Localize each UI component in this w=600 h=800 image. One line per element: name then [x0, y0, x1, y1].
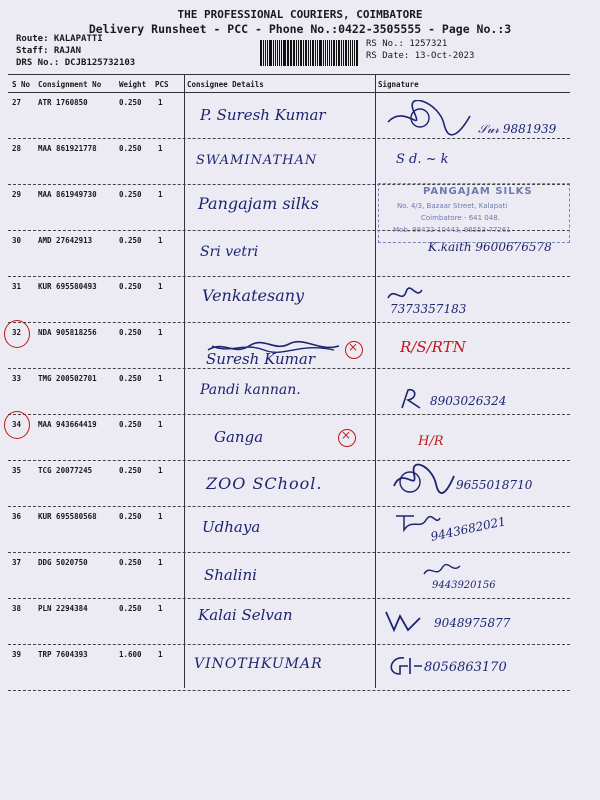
row-consignment: DDG 5020750 — [38, 558, 88, 567]
signature: S d. ~ k — [396, 152, 449, 167]
row-pcs: 1 — [158, 466, 163, 475]
col-weight: Weight — [119, 80, 147, 89]
signature-scribble — [384, 100, 474, 140]
row-sno: 37 — [12, 558, 22, 567]
row-weight: 0.250 — [119, 466, 142, 475]
consignee-handwriting: Sri vetri — [200, 244, 259, 260]
company-title: THE PROFESSIONAL COURIERS, COIMBATORE — [177, 8, 423, 21]
row-consignment: NDA 905818256 — [38, 328, 97, 337]
row-sno: 39 — [12, 650, 22, 659]
row-consignment: MAA 861921778 — [38, 144, 97, 153]
consignee-handwriting: Venkatesany — [202, 286, 305, 305]
stamp-phone: Mob. 98422-10443, 98553-77261 — [393, 226, 511, 234]
row-sno: 35 — [12, 466, 22, 475]
barcode — [260, 40, 358, 66]
row-divider — [8, 368, 570, 369]
row-sno: 36 — [12, 512, 22, 521]
row-divider — [8, 552, 570, 553]
row-divider — [8, 598, 570, 599]
stamp-address: No. 4/3, Bazaar Street, Kalapati — [397, 202, 508, 210]
table-top-border — [8, 74, 570, 75]
rs-number: RS No.: 1257321 — [366, 39, 448, 49]
row-pcs: 1 — [158, 604, 163, 613]
consignee-handwriting: Pangajam silks — [198, 194, 319, 213]
signature: 𝒮𝓊𝓇 9881939 — [478, 122, 557, 136]
col-consignee: Consignee Details — [187, 80, 264, 89]
row-consignment: ATR 1760850 — [38, 98, 88, 107]
row-consignment: MAA 861949730 — [38, 190, 97, 199]
col-consignment: Consignment No — [38, 80, 102, 89]
row-pcs: 1 — [158, 512, 163, 521]
row-consignment: TCG 20077245 — [38, 466, 93, 475]
stamp-name: PANGAJAM SILKS — [423, 186, 533, 197]
col-signature: Signature — [378, 80, 419, 89]
consignee-handwriting: SWAMINATHAN — [196, 153, 318, 168]
rs-date: RS Date: 13-Oct-2023 — [366, 51, 475, 61]
red-x-icon: × — [348, 340, 359, 354]
consignee-handwriting: ZOO SChool. — [206, 474, 323, 493]
row-sno: 27 — [12, 98, 22, 107]
return-remark: R/S/RTN — [400, 338, 466, 356]
row-consignment: PLN 2294384 — [38, 604, 88, 613]
signature-scribble — [396, 386, 426, 412]
row-weight: 0.250 — [119, 328, 142, 337]
row-divider — [8, 322, 570, 323]
row-pcs: 1 — [158, 374, 163, 383]
row-consignment: AMD 27642913 — [38, 236, 93, 245]
signature-scribble — [388, 462, 458, 496]
row-weight: 0.250 — [119, 236, 142, 245]
runsheet-subtitle: Delivery Runsheet - PCC - Phone No.:0422-3505555 - Page No.:3 — [88, 22, 512, 36]
column-divider — [184, 74, 185, 688]
row-pcs: 1 — [158, 236, 163, 245]
row-divider — [8, 690, 570, 691]
row-pcs: 1 — [158, 558, 163, 567]
strike-scribble — [204, 338, 344, 358]
signature: 7373357183 — [390, 302, 467, 316]
staff-label: Staff: RAJAN — [16, 46, 82, 56]
col-pcs: PCS — [155, 80, 169, 89]
row-weight: 0.250 — [119, 190, 142, 199]
row-consignment: MAA 943664419 — [38, 420, 97, 429]
sno-circle-mark — [4, 411, 30, 439]
drs-label: DRS No.: DCJB125732103 — [16, 58, 136, 68]
row-pcs: 1 — [158, 190, 163, 199]
row-divider — [8, 460, 570, 461]
signature: 9048975877 — [434, 616, 511, 630]
row-sno: 28 — [12, 144, 22, 153]
row-sno: 29 — [12, 190, 22, 199]
company-stamp — [378, 183, 570, 243]
consignee-handwriting: VINOTHKUMAR — [194, 656, 323, 672]
sno-circle-mark — [4, 320, 30, 348]
column-divider — [375, 74, 376, 688]
stamp-city: Coimbatore - 641 048. — [421, 214, 500, 222]
red-x-icon: × — [341, 428, 352, 442]
signature: 9655018710 — [456, 478, 533, 492]
row-pcs: 1 — [158, 328, 163, 337]
consignee-handwriting: Suresh Kumar — [206, 350, 315, 368]
row-divider — [8, 644, 570, 645]
signature-scribble — [384, 654, 424, 678]
signature-scribble — [382, 608, 424, 634]
header-bottom-border — [8, 92, 570, 93]
row-sno: 38 — [12, 604, 22, 613]
row-consignment: TRP 7604393 — [38, 650, 88, 659]
row-weight: 0.250 — [119, 374, 142, 383]
signature: 9443682021 — [429, 514, 507, 544]
row-sno: 32 — [12, 328, 22, 337]
consignee-handwriting: Shalini — [204, 566, 257, 584]
row-pcs: 1 — [158, 650, 163, 659]
row-sno: 33 — [12, 374, 22, 383]
row-consignment: KUR 695580493 — [38, 282, 97, 291]
row-weight: 1.600 — [119, 650, 142, 659]
consignee-handwriting: Kalai Selvan — [198, 606, 293, 624]
col-sno: S No — [12, 80, 31, 89]
row-divider — [8, 276, 570, 277]
signature: 8903026324 — [430, 394, 507, 408]
row-pcs: 1 — [158, 98, 163, 107]
row-divider — [8, 414, 570, 415]
signature-scribble — [420, 560, 464, 580]
row-weight: 0.250 — [119, 512, 142, 521]
row-pcs: 1 — [158, 420, 163, 429]
row-sno: 34 — [12, 420, 22, 429]
row-pcs: 1 — [158, 282, 163, 291]
signature: K.kaith 9600676578 — [428, 240, 552, 254]
row-weight: 0.250 — [119, 604, 142, 613]
row-weight: 0.250 — [119, 420, 142, 429]
row-divider — [8, 138, 570, 139]
consignee-handwriting: Ganga — [214, 428, 264, 446]
consignee-handwriting: Udhaya — [202, 518, 261, 536]
consignee-handwriting: Pandi kannan. — [200, 382, 301, 398]
signature: 8056863170 — [424, 660, 507, 675]
row-consignment: TMG 200502701 — [38, 374, 97, 383]
row-weight: 0.250 — [119, 144, 142, 153]
row-pcs: 1 — [158, 144, 163, 153]
row-weight: 0.250 — [119, 558, 142, 567]
row-weight: 0.250 — [119, 282, 142, 291]
row-sno: 30 — [12, 236, 22, 245]
row-sno: 31 — [12, 282, 22, 291]
signature: 9443920156 — [432, 580, 496, 591]
row-weight: 0.250 — [119, 98, 142, 107]
row-divider — [8, 506, 570, 507]
route-label: Route: KALAPATTI — [16, 34, 103, 44]
handed-remark: H/R — [418, 434, 444, 449]
row-consignment: KUR 695580568 — [38, 512, 97, 521]
consignee-handwriting: P. Suresh Kumar — [200, 106, 326, 124]
